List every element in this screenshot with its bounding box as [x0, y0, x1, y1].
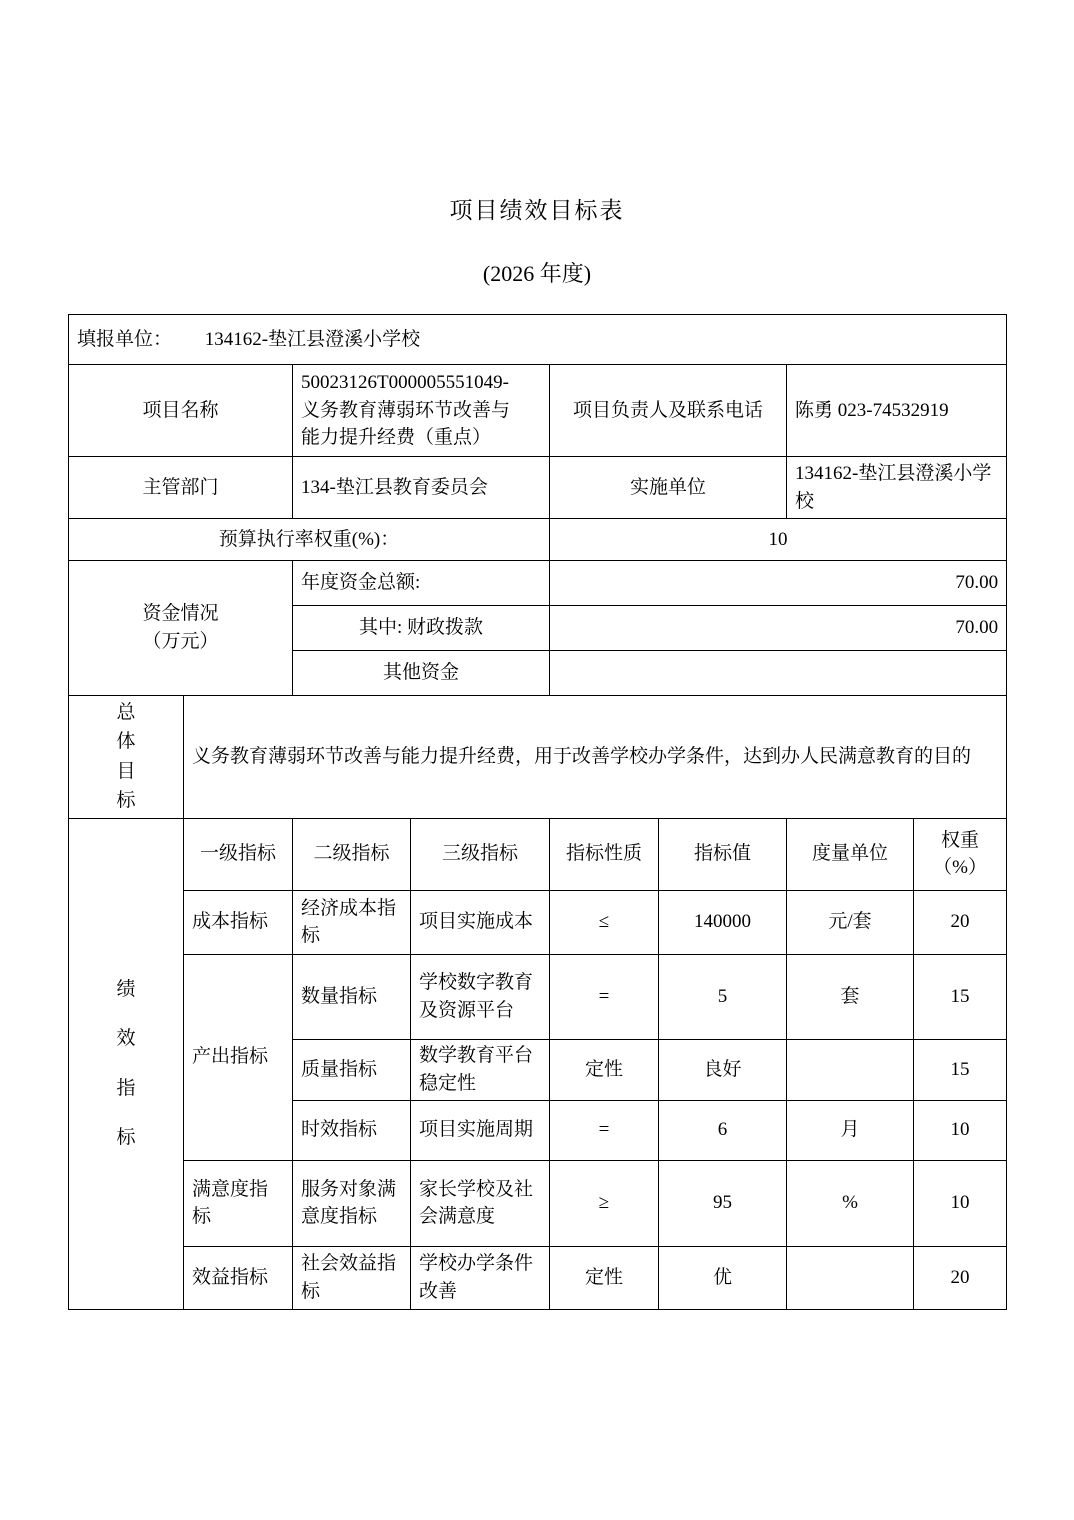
budget-rate-value: 10 — [550, 519, 1007, 561]
funding-section-cell — [69, 561, 293, 696]
page-subtitle: (2026 年度) — [482, 261, 592, 286]
dept-label: 主管部门 — [69, 457, 293, 519]
perf-header-weight: 权重（%） — [914, 818, 1007, 890]
perf-cell-level3: 项目实施周期 — [411, 1100, 550, 1160]
perf-cell-level2: 社会效益指标 — [293, 1246, 411, 1309]
impl-unit-value: 134162-垫江县澄溪小学校 — [787, 457, 1007, 519]
funding-fiscal-label: 其中: 财政拨款 — [293, 606, 550, 651]
perf-cell-level2: 服务对象满意度指标 — [293, 1160, 411, 1246]
perf-header-level3: 三级指标 — [411, 818, 550, 890]
overall-goal-label: 总体目标 — [116, 702, 136, 812]
perf-cell-unit — [787, 1039, 914, 1100]
perf-cell-unit: 月 — [787, 1100, 914, 1160]
perf-cell-level1: 产出指标 — [184, 954, 293, 1160]
perf-cell-nature: = — [550, 954, 659, 1039]
perf-cell-value: 140000 — [659, 890, 787, 954]
perf-cell-level1: 效益指标 — [184, 1246, 293, 1309]
perf-cell-weight: 10 — [914, 1100, 1007, 1160]
perf-cell-nature: ≤ — [550, 890, 659, 954]
perf-cell-nature: = — [550, 1100, 659, 1160]
perf-cell-level1: 满意度指标 — [184, 1160, 293, 1246]
perf-cell-weight: 10 — [914, 1160, 1007, 1246]
perf-header-unit: 度量单位 — [787, 818, 914, 890]
perf-cell-value: 95 — [659, 1160, 787, 1246]
perf-cell-level2: 数量指标 — [293, 954, 411, 1039]
funding-fiscal-value: 70.00 — [550, 606, 1007, 651]
leader-value: 陈勇 023-74532919 — [787, 365, 1007, 457]
perf-cell-level3: 学校数字教育及资源平台 — [411, 954, 550, 1039]
perf-cell-level3: 项目实施成本 — [411, 890, 550, 954]
overall-goal-cell — [69, 696, 184, 819]
budget-rate-label: 预算执行率权重(%)： — [69, 519, 550, 561]
leader-label: 项目负责人及联系电话 — [550, 365, 787, 457]
project-name-label: 项目名称 — [69, 365, 293, 457]
perf-section-label: 绩效指标 — [116, 978, 136, 1149]
funding-total-value: 70.00 — [550, 561, 1007, 606]
table-row — [69, 890, 1007, 954]
funding-other-value — [550, 651, 1007, 696]
perf-cell-value: 良好 — [659, 1039, 787, 1100]
perf-cell-value: 6 — [659, 1100, 787, 1160]
fill-unit-cell — [69, 315, 1007, 365]
perf-cell-value: 5 — [659, 954, 787, 1039]
perf-cell-level3: 数学教育平台稳定性 — [411, 1039, 550, 1100]
perf-cell-weight: 15 — [914, 1039, 1007, 1100]
perf-cell-unit: 套 — [787, 954, 914, 1039]
funding-total-label: 年度资金总额: — [293, 561, 550, 606]
funding-section-label-line1: 资金情况 — [142, 603, 219, 625]
performance-target-table — [68, 314, 1007, 1310]
perf-cell-weight: 20 — [914, 890, 1007, 954]
project-name-value: 50023126T000005551049-义务教育薄弱环节改善与能力提升经费（重点） — [293, 365, 550, 457]
fill-unit-label: 填报单位： — [77, 328, 173, 350]
dept-value: 134-垫江县教育委员会 — [293, 457, 550, 519]
funding-section-label-line2: （万元） — [142, 631, 219, 652]
page-title: 项目绩效目标表 — [449, 198, 625, 223]
perf-cell-nature: ≥ — [550, 1160, 659, 1246]
table-row — [69, 1160, 1007, 1246]
overall-goal-text: 义务教育薄弱环节改善与能力提升经费，用于改善学校办学条件，达到办人民满意教育的目的 — [184, 696, 1007, 819]
perf-header-value: 指标值 — [659, 818, 787, 890]
perf-cell-weight: 15 — [914, 954, 1007, 1039]
perf-cell-unit: % — [787, 1160, 914, 1246]
document-body — [68, 192, 1006, 1310]
perf-header-level1: 一级指标 — [184, 818, 293, 890]
perf-cell-value: 优 — [659, 1246, 787, 1309]
perf-cell-level1: 成本指标 — [184, 890, 293, 954]
perf-cell-unit — [787, 1246, 914, 1309]
perf-cell-unit: 元/套 — [787, 890, 914, 954]
perf-header-level2: 二级指标 — [293, 818, 411, 890]
perf-cell-level3: 学校办学条件改善 — [411, 1246, 550, 1309]
impl-unit-label: 实施单位 — [550, 457, 787, 519]
perf-cell-level2: 经济成本指标 — [293, 890, 411, 954]
perf-header-nature: 指标性质 — [550, 818, 659, 890]
table-row — [69, 1246, 1007, 1309]
table-row — [69, 954, 1007, 1039]
perf-cell-nature: 定性 — [550, 1246, 659, 1309]
funding-other-label: 其他资金 — [293, 651, 550, 696]
perf-cell-level2: 时效指标 — [293, 1100, 411, 1160]
perf-cell-nature: 定性 — [550, 1039, 659, 1100]
perf-cell-weight: 20 — [914, 1246, 1007, 1309]
perf-cell-level3: 家长学校及社会满意度 — [411, 1160, 550, 1246]
perf-cell-level2: 质量指标 — [293, 1039, 411, 1100]
fill-unit-value: 134162-垫江县澄溪小学校 — [204, 328, 421, 350]
perf-section-cell — [69, 818, 184, 1309]
